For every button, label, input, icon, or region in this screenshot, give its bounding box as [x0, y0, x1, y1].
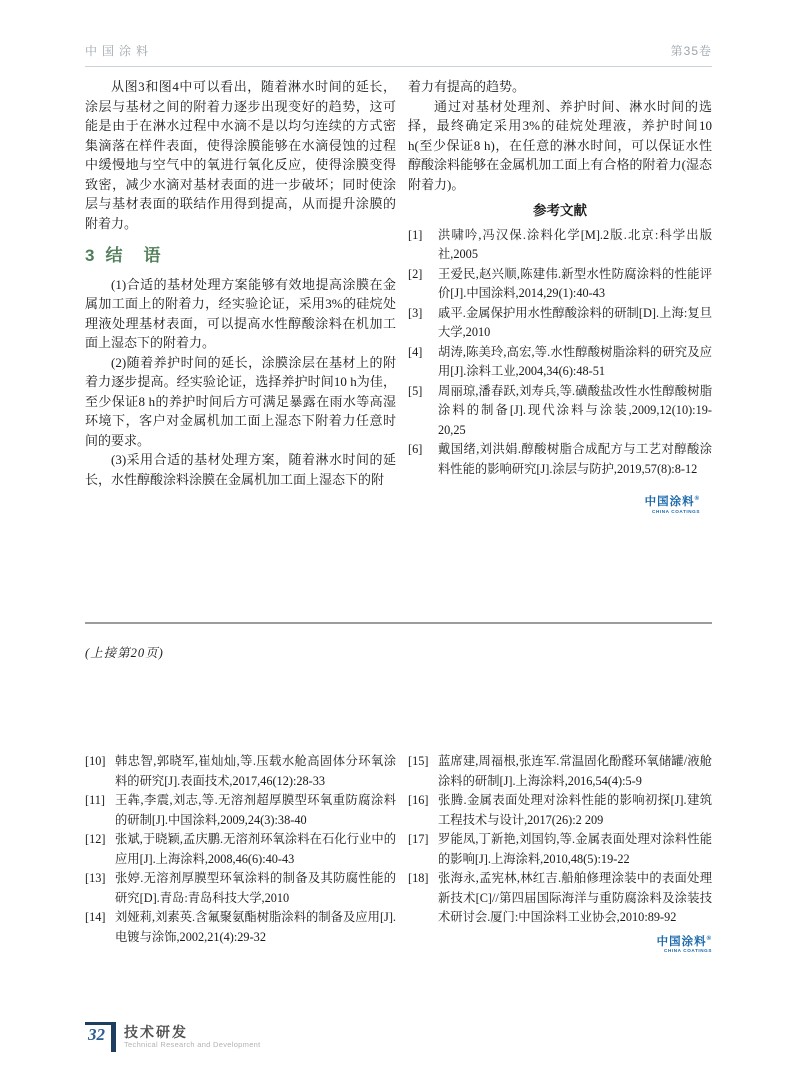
page-number: 32 — [88, 1025, 105, 1044]
logo-english-text: CHINA COATINGS — [652, 508, 700, 514]
page-footer — [85, 1022, 261, 1052]
china-coatings-logo — [408, 493, 712, 515]
reference-number: [16] — [408, 793, 429, 807]
column-left-bottom — [85, 752, 396, 947]
reference-item — [408, 304, 712, 343]
conclusion-section-heading — [85, 246, 396, 266]
reference-number: [13] — [85, 871, 106, 885]
reference-number: [14] — [85, 910, 106, 924]
section-number: 3 — [85, 246, 95, 265]
reference-number: [6] — [408, 442, 423, 456]
column-left-top — [85, 77, 396, 489]
reference-text: 戴国绪,刘洪娟.醇酸树脂合成配方与工艺对醇酸涂料性能的影响研究[J].涂层与防护,2019,57(8):8-12 — [438, 442, 712, 476]
reference-text: 王犇,李震,刘志,等.无溶剂超厚膜型环氧重防腐涂料的研制[J].中国涂料,2009,24(3):38-40 — [115, 793, 396, 827]
reference-number: [12] — [85, 832, 106, 846]
reference-item — [408, 343, 712, 382]
reference-number: [11] — [85, 793, 106, 807]
page-header — [85, 42, 712, 67]
conclusion-paragraph-1: (1)合适的基材处理方案能够有效地提高涂膜在金属加工面上的附着力，经实验论证，采用3%的硅烷处理液处理基材表面，可以提高水性醇酸涂料在机加工面上湿态下的附着力。 — [85, 276, 396, 350]
summary-paragraph: 通过对基材处理剂、养护时间、淋水时间的选择，最终确定采用3%的硅烷处理液，养护时间10 h(至少保证8 h)，在任意的淋水时间，可以保证水性醇酸涂料能够在金属机加工面上有合格的附着力(湿态附着力)。 — [408, 98, 712, 192]
continued-from-note: (上接第20页) — [85, 646, 164, 660]
reference-number: [2] — [408, 266, 423, 281]
conclusion-paragraph-3-continued: 着力有提高的趋势。 — [408, 79, 526, 94]
reference-number: [17] — [408, 832, 429, 846]
reference-text: 张腾.金属表面处理对涂料性能的影响初探[J].建筑工程技术与设计,2017(26):2 209 — [438, 793, 712, 827]
registered-mark: ® — [706, 935, 712, 942]
reference-number: [15] — [408, 754, 429, 768]
reference-number: [10] — [85, 754, 106, 768]
reference-text: 洪啸吟,冯汉保.涂料化学[M].2版.北京:科学出版社,2005 — [438, 227, 712, 261]
reference-item — [408, 265, 712, 304]
reference-text: 韩忠智,郭晓军,崔灿灿,等.压载水舱高固体分环氧涂料的研究[J].表面技术,2017,46(12):28-33 — [115, 754, 396, 788]
discussion-paragraph: 从图3和图4中可以看出，随着淋水时间的延长，涂层与基材之间的附着力逐步出现变好的趋势，这可能是由于在淋水过程中水滴不是以均匀连续的方式密集滴落在样件表面，使得涂膜能够在水滴侵蚀的过程中缓慢地与空气中的氧进行氧化反应，使得涂膜变得致密，减少水滴对基材表面的进一步破坏；同时使涂层与基材表面的联结作用得到提高，从而提升涂膜的附着力。 — [85, 79, 396, 231]
china-coatings-logo — [408, 933, 712, 955]
reference-text: 王爱民,赵兴顺,陈建伟.新型水性防腐涂料的性能评价[J].中国涂料,2014,29(1):40-43 — [438, 266, 712, 300]
column-right-top — [408, 77, 712, 515]
reference-item — [85, 869, 396, 908]
footer-section-titles — [116, 1022, 261, 1050]
logo-english-text: CHINA COATINGS — [664, 948, 712, 954]
section-title: 结 语 — [105, 246, 163, 265]
footer-section-chinese: 技术研发 — [124, 1024, 188, 1040]
reference-number: [1] — [408, 227, 423, 242]
reference-text: 胡涛,陈美玲,高宏,等.水性醇酸树脂涂料的研究及应用[J].涂料工业,2004,34(6):48-51 — [438, 344, 712, 378]
reference-item — [408, 382, 712, 441]
conclusion-paragraph-2: (2)随着养护时间的延长，涂膜涂层在基材上的附着力逐步提高。经实验论证，选择养护时间10 h为佳，至少保证8 h的养护时间后方可满足暴露在雨水等高湿环境下，客户对金属机加工面上湿态下附着力任意时间的要求。 — [85, 354, 396, 448]
reference-item — [408, 752, 712, 791]
reference-item — [408, 440, 712, 479]
reference-item — [408, 226, 712, 265]
reference-text: 周丽琼,潘春跃,刘寿兵,等.磺酸盐改性水性醇酸树脂涂料的制备[J].现代涂料与涂装,2009,12(10):19-20,25 — [438, 383, 712, 437]
logo-chinese-text: 中国涂料® — [644, 495, 700, 508]
reference-number: [18] — [408, 871, 429, 885]
article-divider-line — [85, 622, 712, 624]
reference-text: 戚平.金属保护用水性醇酸涂料的研制[D].上海:复旦大学,2010 — [438, 305, 712, 339]
reference-item — [408, 830, 712, 869]
volume-label: 第35卷 — [670, 44, 712, 58]
reference-text: 张婷.无溶剂厚膜型环氧涂料的制备及其防腐性能的研究[D].青岛:青岛科技大学,2010 — [115, 871, 396, 905]
references-title: 参考文献 — [533, 203, 587, 218]
reference-item — [85, 830, 396, 869]
reference-item — [85, 791, 396, 830]
reference-item — [408, 869, 712, 928]
reference-text: 刘娅莉,刘素英.含氟聚氨酯树脂涂料的制备及应用[J].电镀与涂饰,2002,21(4):29-32 — [115, 910, 396, 944]
reference-text: 蓝席建,周福根,张连军.常温固化酚醛环氧储罐/液舱涂料的研制[J].上海涂料,2016,54(4):5-9 — [438, 754, 712, 788]
footer-section-english: Technical Research and Development — [124, 1040, 261, 1049]
reference-text: 罗能凤,丁新艳,刘国钧,等.金属表面处理对涂料性能的影响[J].上海涂料,2010,48(5):19-22 — [438, 832, 712, 866]
registered-mark: ® — [694, 496, 700, 502]
page-number-box — [85, 1022, 116, 1052]
reference-item — [85, 752, 396, 791]
journal-name: 中国涂料 — [85, 44, 154, 58]
reference-number: [3] — [408, 305, 423, 320]
reference-item — [85, 908, 396, 947]
reference-text: 张海永,孟宪林,林红吉.船舶修理涂装中的表面处理新技术[C]//第四届国际海洋与重防腐涂料及涂装技术研讨会.厦门:中国涂料工业协会,2010:89-92 — [438, 871, 712, 924]
reference-number: [4] — [408, 344, 423, 359]
logo-chinese-text: 中国涂料® — [656, 935, 712, 948]
column-right-bottom — [408, 752, 712, 954]
reference-number: [5] — [408, 383, 423, 398]
reference-text: 张斌,于晓颖,孟庆鹏.无溶剂环氧涂料在石化行业中的应用[J].上海涂料,2008,46(6):40-43 — [115, 832, 396, 866]
reference-item — [408, 791, 712, 830]
conclusion-paragraph-3-left: (3)采用合适的基材处理方案，随着淋水时间的延长，水性醇酸涂料涂膜在金属机加工面上湿态下的附 — [85, 452, 396, 487]
